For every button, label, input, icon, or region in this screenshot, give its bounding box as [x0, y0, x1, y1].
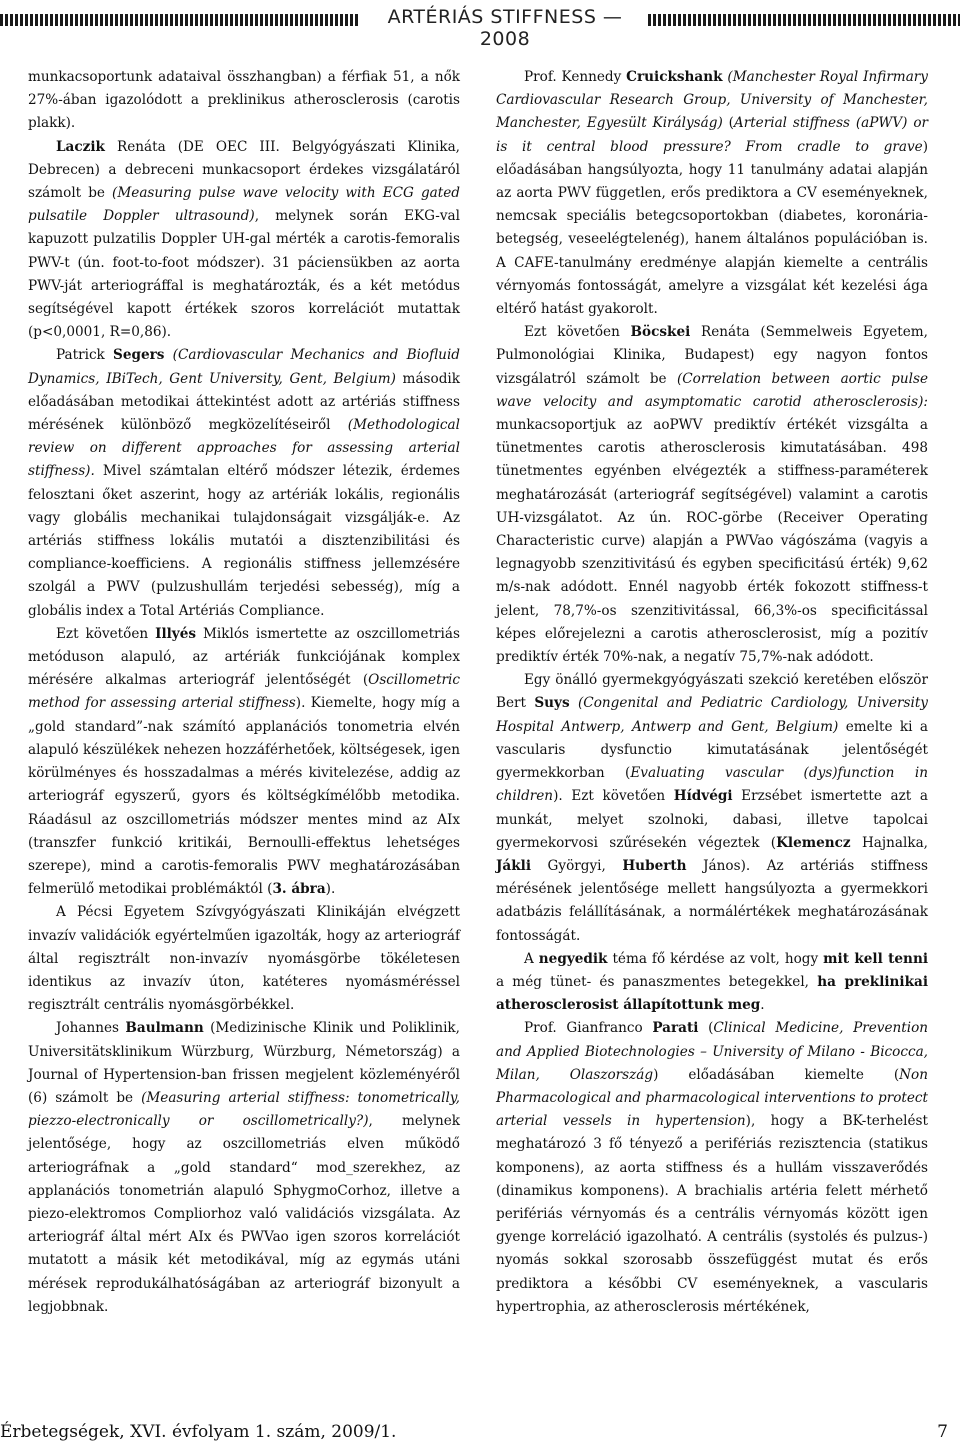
text-run: Ezt követően	[524, 324, 631, 341]
bold-name: Segers	[113, 347, 165, 364]
text-run: munkacsoportjuk az aoPWV prediktív értékét vizsgálta a tünetmentes carotis atherosclerosis kimutatásában. 498 tünetmentes egyénben elvégezték a stiffness-paraméterek meghatározását (arteriográf segítségével) valamint a carotis UH-vizsgálatot. Az ún. ROC-görbe (Receiver Operating Characteristic curve) alapján a PWVao vágószáma (vagyis a legnagyobb szenzitivitású és egyben specificitású érték) 9,62 m/s-nak adódott. Ennél nagyobb érték fokozott stiffness-t jelent, 78,7%-os szenzitivitással, 66,3%-os specificitással képes előrejelezni a carotis atherosclerosist, míg a pozitív prediktív érték 70%-nak, a negatív 75,7%-nak adódott.	[496, 417, 928, 666]
bold-name: Böcskei	[630, 324, 691, 341]
italic-text: (Congenital and Pediatric Cardiology, University Hospital Antwerp, Antwerp and Gent, Belgium)	[496, 695, 928, 735]
text-run: emelte ki a vascularis dysfunctio kimutatásának jelentőségét gyermekkorban (	[496, 718, 928, 782]
bold-name: Cruickshank	[626, 69, 723, 85]
text-run: Renáta (DE OEC III. Belgyógyászati Klinika, Debrecen) a debreceni munkacsoport érdekes vizsgálatáról számolt be	[28, 138, 460, 202]
bold-name: mit kell tenni	[823, 950, 928, 967]
text-run: ) előadásában kiemelte (	[653, 1066, 900, 1083]
italic-text: Oscillometric method for assessing arterial stiffness	[28, 672, 460, 712]
italic-text: (Measuring pulse wave velocity with ECG gated pulsatile Doppler ultrasound)	[28, 185, 460, 225]
italic-text: (Manchester Royal Infirmary Cardiovascular Research Group, University of Manchester, Manchester, Egyesült Királyság)	[496, 69, 928, 132]
bold-name: Jákli	[496, 857, 531, 874]
paragraph	[28, 66, 460, 136]
text-run: A Pécsi Egyetem Szívgyógyászati Klinikáján elvégzett invazív validációk egyértelműen igazolták, hogy az arteriográf által regisztrált non-invazív nyomásgörbe tökéletesen identikus az invazív úton, katéteres nyomásméréssel regisztrált centrális nyomásgörbékkel.	[28, 904, 460, 1014]
text-run: János). Az artériás stiffness mérésének jelentősége mellett hangsúlyozta a gyermekkori adatbázis felállításának, a normálértékek meghatározásának fontosságát.	[496, 857, 928, 944]
paragraph	[28, 1017, 460, 1319]
text-run: (	[722, 115, 734, 132]
text-run: Prof. Kennedy	[524, 69, 627, 85]
paragraph	[28, 136, 460, 345]
text-run: téma fő kérdése az volt, hogy	[607, 950, 824, 967]
italic-text: (Cardiovascular Mechanics and Biofluid Dynamics, IBiTech, Gent University, Gent, Belgium)	[28, 347, 460, 387]
paragraph	[28, 344, 460, 622]
bold-name: negyedik	[538, 950, 608, 967]
text-run: .	[760, 997, 765, 1014]
bold-name: Huberth	[622, 857, 687, 874]
text-run: második előadásában metodikai áttekintést adott az artériás stiffness mérésének különböző megközelítéseiről	[28, 370, 460, 434]
text-run: munkacsoportunk adataival összhangban) a férfiak 51, a nők 27%-ában igazolódott a preklinikus atherosclerosis (carotis plakk).	[28, 69, 460, 132]
paragraph	[496, 1017, 928, 1319]
bold-name: Klemencz	[776, 834, 851, 851]
text-run: Egy önálló gyermekgyógyászati szekció keretében először Bert	[496, 672, 928, 712]
footer-journal: Érbetegségek, XVI. évfolyam 1. szám, 2009/1.	[0, 1422, 397, 1442]
left-column	[28, 66, 460, 1319]
text-run: Miklós ismertette az oszcillometriás metóduson alapuló, az artériák funkciójának komplex mérésére alkalmas arteriográf jelentőségét (	[28, 625, 460, 689]
italic-text: (Correlation between aortic pulse wave velocity and asymptomatic carotid atherosclerosis):	[496, 370, 928, 410]
text-run: ) előadásában hangsúlyozta, hogy 11 tanulmány adatai alapján az aorta PWV független, erős prediktora a CV eseményeknek, nemcsak speciális betegcsoportokban (diabetes, koronária-betegség, veseelégtelenég), hanem általános populációban is. A CAFE-tanulmány eredménye alapján kiemelte a centrális vérnyomás fontosságát, amelyre a vizsgálat két kezelési ága eltérő hatást gyakorolt.	[496, 138, 928, 318]
paragraph	[28, 901, 460, 1017]
right-column	[496, 66, 928, 1319]
text-run: A	[524, 950, 539, 967]
italic-text: (Measuring arterial stiffness: tonometrically, piezzo-electronically or oscillometrically?)	[28, 1089, 460, 1130]
text-run: a még tünet- és panaszmentes betegekkel,	[496, 973, 818, 990]
header-stripe-right	[648, 14, 960, 26]
text-run: , melynek során EKG-val kapuzott pulzatilis Doppler UH-gal mérték a carotis-femoralis PWV-t (ún. foot-to-foot módszer). 31 páciensükben az aorta PWV-ját arteriográffal is meghatározták, és a két metódus segítségével kapott értékek szoros korrelációt mutattak (p<0,0001, R=0,86).	[28, 208, 461, 341]
text-run: Prof. Gianfranco	[524, 1020, 653, 1037]
paragraph	[496, 669, 928, 947]
text-run: ). Kiemelte, hogy míg a „gold standard”-nak számító applanációs tonometria elvén alapuló készülékek nehezen hozzáférhetőek, költségesek, igen körülményes és hosszadalmas a mérés kivitelezése, addig az arteriográf egyszerű, gyors és költségkímélőbb metodika. Ráadásul az oszcillometriás módszer mentes mind az AIx (transzfer funkció kritikái, Bernoulli-effektus lehetséges szerepe), mind a carotis-femoralis PWV meghatározásában felmerülő metodikai problémáktól (	[28, 695, 460, 898]
text-run: Mivel számtalan eltérő módszer létezik, érdemes felosztani őket aszerint, hogy az artériák lokális, regionális vagy globális mechanikai tulajdonságait vizsgálják-e. Az artériás stiffness lokális mutatói a disztenzibilitási és compliance-koefficiens. A regionális stiffness jellemzésére szolgál a PWV (pulzushullám terjedési sebesség), míg a globális index a Total Artériás Compliance.	[28, 463, 460, 619]
text-run: Erzsébet ismertette azt a munkát, melyet szolnoki, dabasi, illetve tapolcai gyermekorvosi szűrésekén végeztek (	[496, 788, 929, 851]
text-run: Ezt követően	[56, 625, 156, 642]
italic-text: Arterial stiffness (aPWV) or is it central blood pressure? From cradle to grave	[496, 115, 928, 155]
paragraph	[496, 66, 928, 321]
text-run: ), hogy a BK-terhelést meghatározó 3 fő tényező a perifériás rezisztencia (statikus komponens), az aorta stiffness és a hullám visszaverődés (dinamikus komponens). A brachialis artéria felett mérhető perifériás vérnyomás és a centrális vérnyomás között igen gyenge korreláció igazolható. A centrális (systolés és pulzus-) nyomás sokkal szorosabb összefüggést mutat és erős prediktora a későbbi CV eseményeknek, a vascularis hypertrophia, az atherosclerosis mértékének,	[496, 1113, 928, 1315]
text-run: , melynek jelentősége, hogy az oszcillometriás elven működő arteriográfnak a „gold standard“ mod_szerekhez, az applanációs tonometrián alapuló SphygmoCorhoz, illetve a piezo-elektromos Compliorhoz való validációs vizsgálata. Az arteriográf által mért AIx és PWVao igen szoros korrelációt mutatott a másik két metodikával, míg az egymás utáni mérések reprodukálhatóságában az arteriográf bizonyult a legjobbnak.	[28, 1113, 460, 1315]
italic-text: Non Pharmacological and pharmacological interventions to protect arterial vessels in hypertension	[496, 1066, 928, 1130]
bold-name: Suys	[534, 695, 570, 712]
text-run: (	[698, 1020, 714, 1037]
text-run: ). Ezt követően	[553, 788, 674, 805]
page-number: 7	[937, 1422, 948, 1442]
italic-text: Clinical Medicine, Prevention and Applied Biotechnologies – University of Milano - Bicocca, Milan, Olaszország	[496, 1020, 929, 1083]
bold-name: Hídvégi	[673, 788, 733, 805]
bold-name: Illyés	[155, 625, 197, 642]
paragraph	[496, 948, 928, 1018]
text-run: Renáta (Semmelweis Egyetem, Pulmonológiai Klinika, Budapest) egy nagyon fontos vizsgálatról számolt be	[496, 324, 928, 387]
paragraph	[496, 321, 928, 669]
header-stripe-left	[0, 14, 360, 26]
text-run: Johannes	[56, 1020, 126, 1037]
bold-name: Baulmann	[125, 1020, 204, 1037]
text-run: Györgyi,	[531, 857, 623, 874]
italic-text: (Methodological review on different approaches for assessing arterial stiffness).	[28, 417, 460, 480]
text-run: Hajnalka,	[850, 834, 928, 851]
running-title: ARTÉRIÁS STIFFNESS — 2008	[387, 6, 623, 50]
bold-name: Parati	[652, 1020, 699, 1037]
page-header	[0, 0, 960, 50]
bold-name: Laczik	[56, 138, 105, 155]
paragraph	[28, 623, 460, 901]
italic-text: Evaluating vascular (dys)function in children	[496, 765, 928, 805]
bold-name: ha preklinikai atherosclerosist állapítottunk meg	[496, 973, 928, 1014]
text-run: (Medizinische Klinik und Poliklinik, Universitätsklinikum Würzburg, Würzburg, Németország) a Journal of Hypertension-ban frissen megjelent közleményéről (6) számolt be	[28, 1020, 460, 1106]
text-run: Patrick	[56, 347, 114, 364]
text-run: ).	[325, 881, 336, 898]
bold-name: 3. ábra	[272, 881, 326, 898]
